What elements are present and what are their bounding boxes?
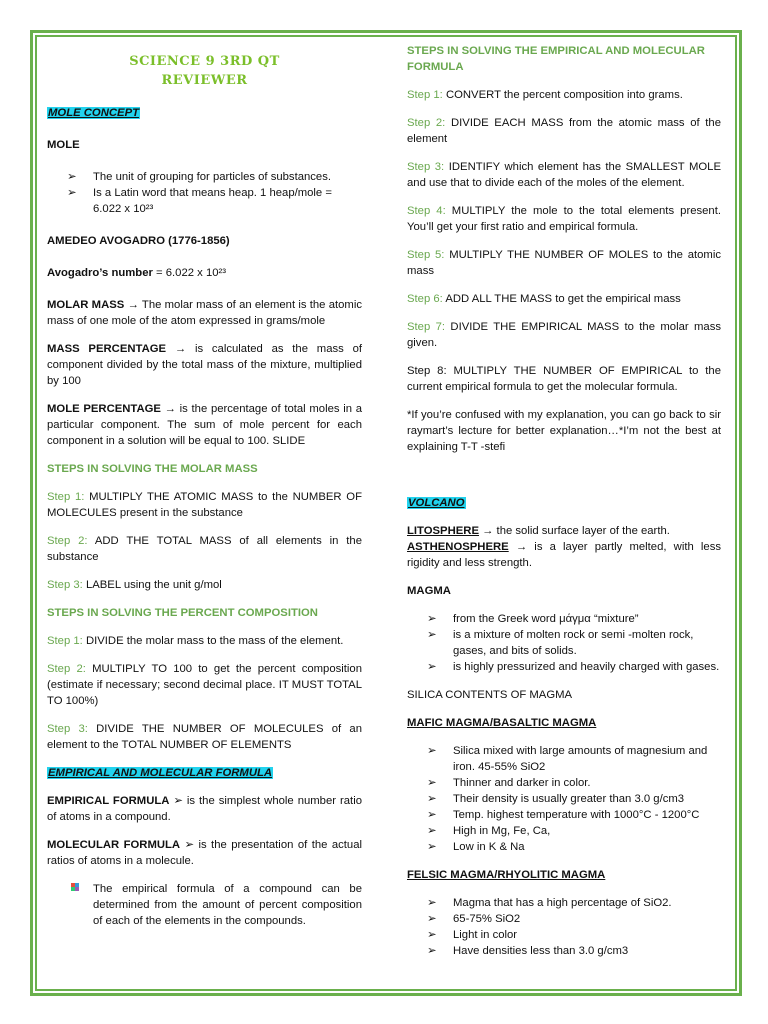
empirical-molecular-heading: EMPIRICAL AND MOLECULAR FORMULA: [48, 767, 273, 779]
arrow-bullet-icon: ➢: [67, 187, 77, 199]
author-note: *If you’re confused with my explanation, you can go back to sir raymart’s lecture for better explanation…*I’m not the best at explaining T-T -stefi: [407, 409, 721, 453]
list-item: ➢ is a mixture of molten rock or semi -molten rock, gases, and bits of solids.: [427, 629, 694, 657]
empirical-steps-heading: STEPS IN SOLVING THE EMPIRICAL AND MOLECULAR FORMULA: [407, 45, 705, 73]
volcano-heading: VOLCANO: [408, 497, 465, 509]
mass-percentage-def: MASS PERCENTAGE → is calculated as the mass of component divided by the total mass of the mixture, multiplied by 100: [47, 343, 362, 387]
avogadro-number: Avogadro’s number = 6.022 x 10²³: [47, 267, 227, 279]
molar-steps-heading: STEPS IN SOLVING THE MOLAR MASS: [47, 463, 258, 475]
percent-step: Step 3: DIVIDE THE NUMBER OF MOLECULES of an element to the TOTAL NUMBER OF ELEMENTS: [47, 723, 362, 751]
arrow-bullet-icon: ➢: [427, 841, 437, 853]
empirical-step-8: Step 8: MULTIPLY THE NUMBER OF EMPIRICAL to the current empirical formula to get the molecular formula.: [407, 365, 721, 393]
arrow-bullet-icon: ➢: [427, 913, 437, 925]
arrow-bullet-icon: ➢: [67, 171, 77, 183]
silica-heading: SILICA CONTENTS OF MAGMA: [407, 689, 573, 701]
arrow-bullet-icon: ➢: [427, 793, 437, 805]
arrow-bullet-icon: ➢: [427, 945, 437, 957]
molecular-formula-def: MOLECULAR FORMULA ➢ is the presentation of the actual ratios of atoms in a molecule.: [47, 839, 363, 867]
page-title: SCIENCE 9 3RD QT REVIEWER: [129, 54, 280, 88]
list-item: ➢ Is a Latin word that means heap. 1 heap/mole = 6.022 x 10²³: [67, 187, 332, 215]
left-column: [47, 52, 362, 929]
empirical-note-list: [47, 881, 362, 929]
arrow-bullet-icon: ➢: [427, 897, 437, 909]
empirical-step: Step 1: CONVERT the percent composition into grams.: [407, 89, 683, 101]
arrow-bullet-icon: ➢: [427, 825, 437, 837]
arrow-bullet-icon: ➢: [427, 661, 437, 673]
list-item: ➢ Their density is usually greater than 3.0 g/cm3: [427, 793, 685, 805]
mafic-heading: MAFIC MAGMA/BASALTIC MAGMA: [407, 717, 597, 729]
list-item: ➢ is highly pressurized and heavily charged with gases.: [427, 661, 720, 673]
list-item: ➢ Temp. highest temperature with 1000°C - 1200°C: [427, 809, 700, 821]
arrow-bullet-icon: ➢: [427, 613, 437, 625]
list-item: ➢ 65-75% SiO2: [427, 913, 521, 925]
molar-step: Step 2: ADD THE TOTAL MASS of all elements in the substance: [47, 535, 362, 563]
arrow-bullet-icon: ➢: [427, 777, 437, 789]
arrow-bullet-icon: ➢: [427, 809, 437, 821]
felsic-list: [407, 895, 721, 959]
magma-list: [407, 611, 721, 675]
empirical-step: Step 7: DIVIDE THE EMPIRICAL MASS to the molar mass given.: [407, 321, 721, 349]
arrow-bullet-icon: ➢: [427, 629, 437, 641]
diamond-bullet-icon: [71, 883, 79, 891]
list-item: The empirical formula of a compound can be determined from the amount of percent composition of each of the elements in the compounds.: [47, 881, 362, 929]
list-item: ➢ Thinner and darker in color.: [427, 777, 591, 789]
list-item: ➢ Magma that has a high percentage of SiO2.: [427, 897, 672, 909]
percent-step: Step 2: MULTIPLY TO 100 to get the percent composition (estimate if necessary; second decimal place. IT MUST TOTAL TO 100%): [47, 663, 362, 707]
list-item: ➢ Silica mixed with large amounts of magnesium and iron. 45-55% SiO2: [427, 745, 708, 773]
empirical-step: Step 6: ADD ALL THE MASS to get the empirical mass: [407, 293, 681, 305]
mafic-list: [407, 743, 721, 855]
avogadro-heading: AMEDEO AVOGADRO (1776-1856): [47, 235, 230, 247]
lithosphere-def: LITOSPHERE → the solid surface layer of the earth.: [407, 525, 670, 537]
arrow-bullet-icon: ➢: [427, 929, 437, 941]
list-item: ➢ The unit of grouping for particles of substances.: [67, 171, 331, 183]
list-item: ➢ Light in color: [427, 929, 518, 941]
magma-heading: MAGMA: [407, 585, 451, 597]
felsic-heading: FELSIC MAGMA/RHYOLITIC MAGMA: [407, 869, 606, 881]
list-item: ➢ Low in K & Na: [427, 841, 525, 853]
mole-list: [47, 169, 362, 217]
molar-mass-def: MOLAR MASS → The molar mass of an element is the atomic mass of one mole of the atom expressed in grams/mole: [47, 299, 362, 327]
percent-step: Step 1: DIVIDE the molar mass to the mass of the element.: [47, 635, 344, 647]
list-item: ➢ Have densities less than 3.0 g/cm3: [427, 945, 629, 957]
molar-step: Step 3: LABEL using the unit g/mol: [47, 579, 222, 591]
list-item: ➢ from the Greek word μάγμα “mixture”: [427, 613, 639, 625]
empirical-step: Step 2: DIVIDE EACH MASS from the atomic mass of the element: [407, 117, 721, 145]
empirical-formula-def: EMPIRICAL FORMULA ➢ is the simplest whole number ratio of atoms in a compound.: [47, 795, 362, 823]
empirical-step: Step 3: IDENTIFY which element has the SMALLEST MOLE and use that to divide each of the moles of the element.: [407, 161, 721, 189]
empirical-step: Step 4: MULTIPLY the mole to the total elements present. You’ll get your first ratio and empirical formula.: [407, 205, 721, 233]
empirical-step: Step 5: MULTIPLY THE NUMBER OF MOLES to the atomic mass: [407, 249, 721, 277]
mole-heading: MOLE: [47, 139, 80, 151]
list-item: ➢ High in Mg, Fe, Ca,: [427, 825, 551, 837]
mole-concept-heading: MOLE CONCEPT: [48, 107, 140, 119]
arrow-bullet-icon: ➢: [427, 745, 437, 757]
asthenosphere-def: ASTHENOSPHERE → is a layer partly melted, with less rigidity and less strength.: [407, 541, 721, 569]
right-column: [407, 43, 721, 959]
percent-steps-heading: STEPS IN SOLVING THE PERCENT COMPOSITION: [47, 607, 318, 619]
mole-percentage-def: MOLE PERCENTAGE → is the percentage of total moles in a particular component. The sum of mole percent for each component in a solution will be equal to 100. SLIDE: [47, 403, 362, 447]
molar-step: Step 1: MULTIPLY THE ATOMIC MASS to the NUMBER OF MOLECULES present in the substance: [47, 491, 362, 519]
